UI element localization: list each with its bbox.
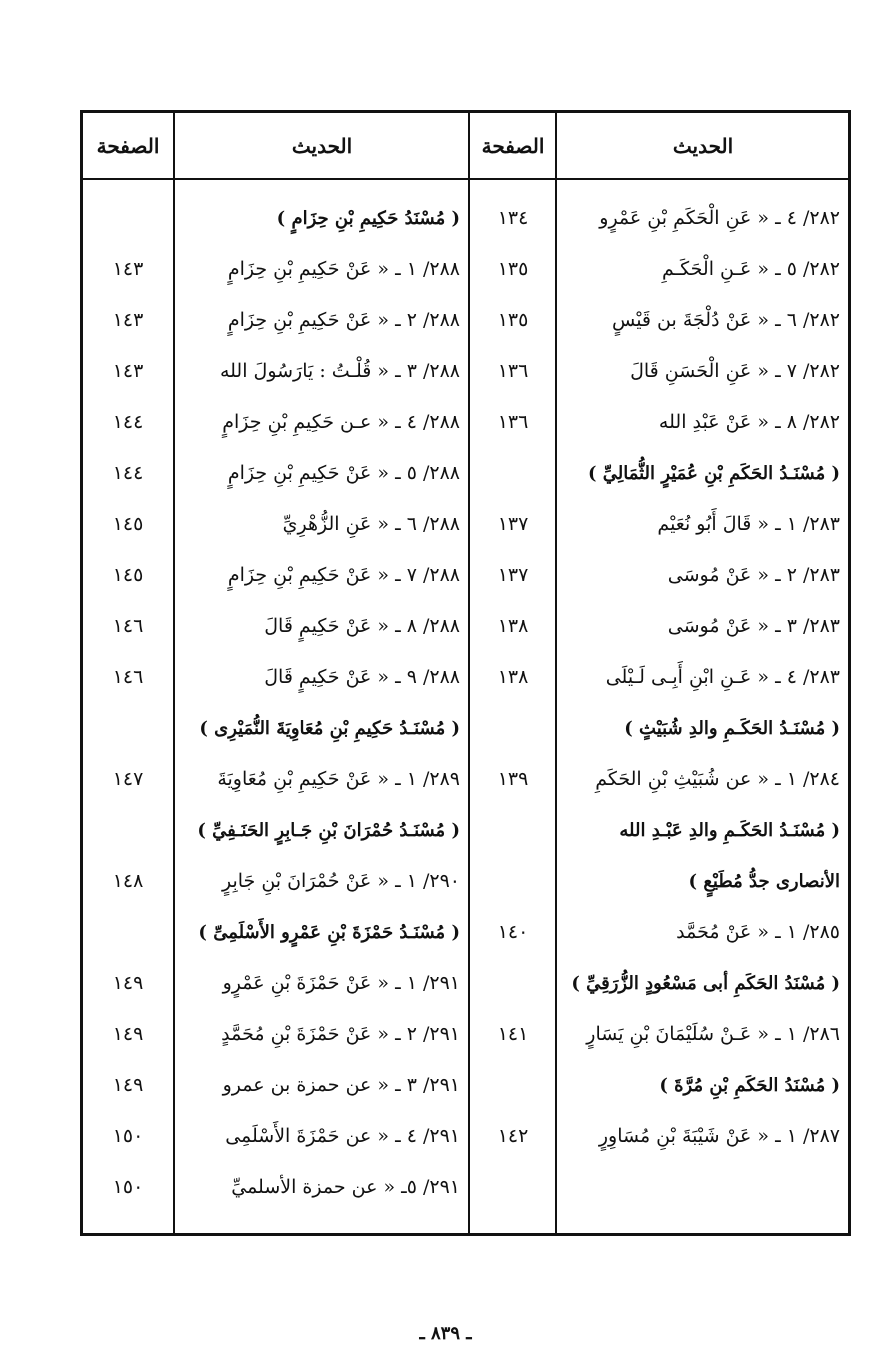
hadith-entry: ٢٨٩/ ١ ـ « عَنْ حَكِيمِ بْنِ مُعَاوِيَةَ <box>217 768 460 790</box>
hadith-entry: ٢٨٨/ ٢ ـ « عَنْ حَكِيمِ بْنِ حِزَامٍ <box>227 309 460 331</box>
hadith-entry: ٢٩٠/ ١ ـ « عَنْ حُمْرَانَ بْنِ جَابِرٍ <box>221 870 460 892</box>
page-cell: ١٣٧ <box>497 564 529 586</box>
page-cell <box>83 805 173 856</box>
page-cell <box>471 958 555 1009</box>
page-cell: ١٣٧ <box>497 513 529 535</box>
page-cell: ١٤١ <box>497 1023 529 1045</box>
hadith-entry: ٢٩١/ ١ ـ « عَنْ حَمْزَةَ بْنِ عَمْرٍو <box>222 972 460 994</box>
page-cell: ١٤٩ <box>112 1023 144 1045</box>
hadith-entry: ٢٨٨/ ٤ ـ « عـن حَكِيمِ بْنِ حِزَامٍ <box>222 411 460 433</box>
page-cell: ١٤٥ <box>112 564 144 586</box>
page-cell: ١٤٣ <box>112 360 144 382</box>
page-cell: ١٣٦ <box>497 411 529 433</box>
hadith-entry: ٢٩١/ ٢ ـ « عَنْ حَمْزَةَ بْنِ مُحَمَّدٍ <box>221 1023 460 1045</box>
section-heading: ( مُسْنَـدُ حَمْزَةَ بْنِ عَمْرٍو الأَسْلَمِىِّ ) <box>198 922 460 943</box>
page-cell: ١٤٩ <box>112 1074 144 1096</box>
page-cell: ١٤٠ <box>497 921 529 943</box>
hadith-entry: ٢٨٢/ ٨ ـ « عَنْ عَبْدِ الله <box>658 411 840 433</box>
section-heading: ( مُسْنَـدُ الحَكَمِ بْنِ عُمَيْرٍ الثُّمَالِيِّ ) <box>587 463 840 484</box>
page-cell: ١٤٣ <box>112 309 144 331</box>
page-cell: ١٤٢ <box>497 1125 529 1147</box>
column-divider <box>555 113 557 1233</box>
index-table <box>80 110 851 1236</box>
hadith-entry: ٢٨٢/ ٧ ـ « عَنِ الْحَسَنِ قَالَ <box>630 360 840 382</box>
hadith-entry: ٢٨٣/ ١ ـ « قَالَ أَبُو نُعَيْم <box>657 513 840 535</box>
page-cell <box>83 193 173 244</box>
page-cell: ١٣٩ <box>497 768 529 790</box>
hadith-entry: ٢٨٢/ ٦ ـ « عَنْ دُلْجَةَ بن قَيْسٍ <box>611 309 840 331</box>
page-cell: ١٤٦ <box>112 666 144 688</box>
hadith-entry: ٢٨٤/ ١ ـ « عن شُبَيْثِ بْنِ الحَكَمِ <box>595 768 840 790</box>
hadith-entry: ٢٨٣/ ٢ ـ « عَنْ مُوسَى <box>667 564 840 586</box>
page-cell: ١٤٤ <box>112 462 144 484</box>
page-cell <box>471 856 555 907</box>
left-page-column <box>83 193 173 1213</box>
section-heading: الأنصارى جدُّ مُطَيْعٍ ) <box>688 871 840 892</box>
page-cell: ١٤٣ <box>112 258 144 280</box>
section-heading: ( مُسْنَـدُ الحَكَـمِ والدِ عَبْـدِ الله <box>619 820 840 841</box>
hadith-entry: ٢٨٨/ ٩ ـ « عَنْ حَكِيمٍ قَالَ <box>264 666 460 688</box>
hadith-entry: ٢٨٢/ ٥ ـ « عَـنِ الْحَكَـمِ <box>661 258 840 280</box>
page-cell <box>471 703 555 754</box>
section-heading: ( مُسْنَـدُ الحَكَـمِ والدِ شُبَيْثٍ ) <box>624 718 840 739</box>
section-heading: ( مُسْنَـدُ حُمْرَانَ بْنِ جَـابِرٍ الحَنَـفِيِّ ) <box>197 820 460 841</box>
page-cell <box>471 1060 555 1111</box>
page-cell <box>83 907 173 958</box>
right-page-column <box>471 193 555 1162</box>
section-heading: ( مُسْنَـدُ حَكِيمِ بْنِ مُعَاوِيَةَ النُّمَيْرِى ) <box>199 718 460 739</box>
page-cell: ١٥٠ <box>112 1125 144 1147</box>
hadith-entry: ٢٩١/ ٤ ـ « عن حَمْزَةَ الأَسْلَمِى <box>225 1125 460 1147</box>
page-cell <box>83 703 173 754</box>
left-hadith-header: الحديث <box>291 133 353 158</box>
page-cell: ١٤٩ <box>112 972 144 994</box>
page-cell: ١٥٠ <box>112 1176 144 1198</box>
hadith-entry: ٢٨٦/ ١ ـ « عَـنْ سُلَيْمَانَ بْنِ يَسَارٍ <box>586 1023 840 1045</box>
header-divider <box>83 178 848 180</box>
page-cell: ١٤٧ <box>112 768 144 790</box>
page-cell <box>471 448 555 499</box>
section-heading: ( مُسْنَدُ الحَكَمِ بْنِ مُرَّةَ ) <box>659 1075 840 1096</box>
column-divider <box>173 113 175 1233</box>
page-cell: ١٣٨ <box>497 615 529 637</box>
hadith-entry: ٢٨٨/ ٣ ـ « قُلْـتُ : يَارَسُولَ الله <box>219 360 460 382</box>
hadith-entry: ٢٨٨/ ٥ ـ « عَنْ حَكِيمِ بْنِ حِزَامٍ <box>227 462 460 484</box>
hadith-entry: ٢٨٨/ ٦ ـ « عَنِ الزُّهْرِيِّ <box>282 513 460 535</box>
right-hadith-header: الحديث <box>672 133 734 158</box>
hadith-entry: ٢٨٢/ ٤ ـ « عَنِ الْحَكَمِ بْنِ عَمْرٍو <box>599 207 840 229</box>
left-page-header: الصفحة <box>96 133 160 158</box>
hadith-entry: ٢٩١/ ٣ ـ « عن حمزة بن عمرو <box>222 1074 460 1096</box>
section-heading: ( مُسْنَدُ حَكِيمِ بْنِ حِزَامٍ ) <box>276 208 460 229</box>
hadith-entry: ٢٨٣/ ٤ ـ « عَـنِ ابْنِ أَبِـى لَـيْلَى <box>605 666 840 688</box>
right-hadith-column <box>558 193 840 1162</box>
page-cell: ١٤٥ <box>112 513 144 535</box>
hadith-entry: ٢٨٨/ ١ ـ « عَنْ حَكِيمِ بْنِ حِزَامٍ <box>227 258 460 280</box>
hadith-entry: ٢٨٨/ ٧ ـ « عَنْ حَكِيمِ بْنِ حِزَامٍ <box>227 564 460 586</box>
section-heading: ( مُسْنَدُ الحَكَمِ أبى مَسْعُودٍ الزُّرَقِيِّ ) <box>571 973 840 994</box>
page-cell: ١٣٦ <box>497 360 529 382</box>
page-cell: ١٣٥ <box>497 309 529 331</box>
hadith-entry: ٢٨٥/ ١ ـ « عَنْ مُحَمَّد <box>676 921 840 943</box>
right-page-header: الصفحة <box>481 133 545 158</box>
page-cell: ١٣٥ <box>497 258 529 280</box>
left-hadith-column <box>176 193 460 1213</box>
hadith-entry: ٢٨٣/ ٣ ـ « عَنْ مُوسَى <box>667 615 840 637</box>
page-cell: ١٣٤ <box>497 207 529 229</box>
page-cell: ١٤٦ <box>112 615 144 637</box>
page-cell: ١٣٨ <box>497 666 529 688</box>
page-cell: ١٤٨ <box>112 870 144 892</box>
page-cell <box>471 805 555 856</box>
column-divider <box>468 113 470 1233</box>
page-number: ـ ٨٣٩ ـ <box>419 1323 472 1344</box>
hadith-entry: ٢٨٨/ ٨ ـ « عَنْ حَكِيمٍ قَالَ <box>264 615 460 637</box>
page-cell: ١٤٤ <box>112 411 144 433</box>
hadith-entry: ٢٨٧/ ١ ـ « عَنْ شَيْبَةَ بْنِ مُسَاوِرٍ <box>598 1125 840 1147</box>
hadith-entry: ٢٩١/ ٥ـ « عن حمزة الأسلميِّ <box>231 1176 460 1198</box>
